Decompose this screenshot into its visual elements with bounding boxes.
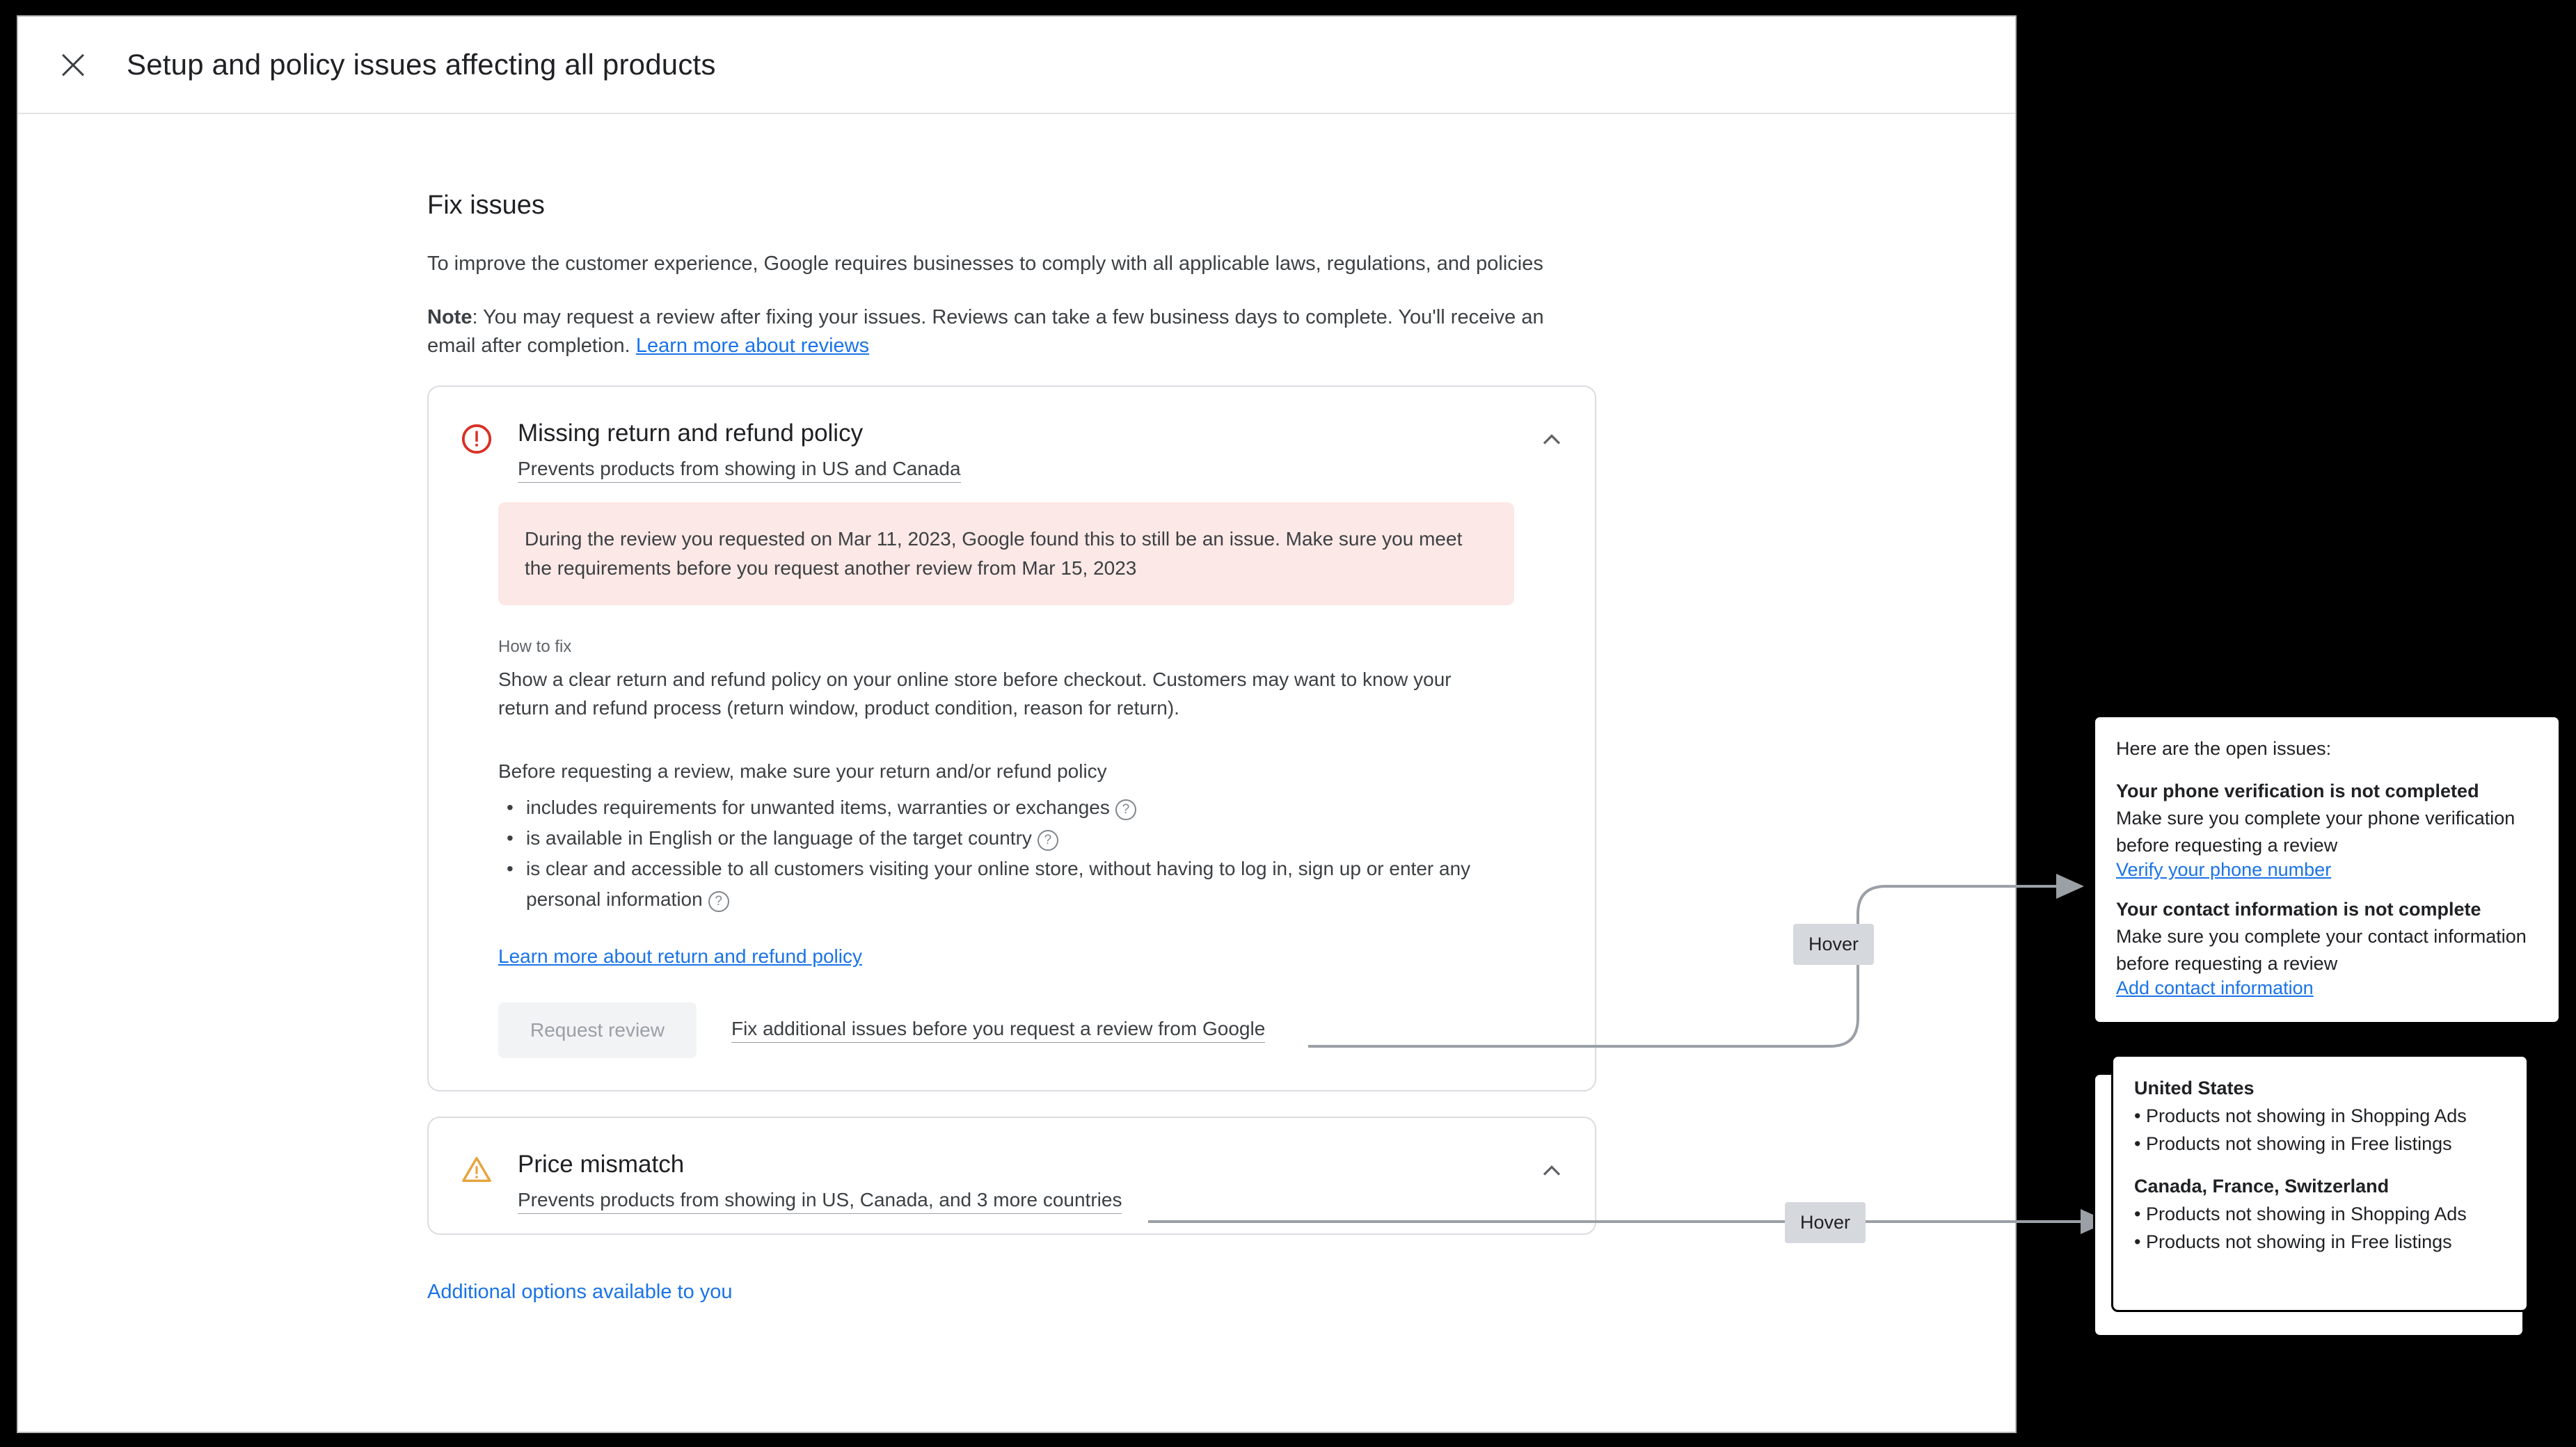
error-circle-icon [461, 423, 493, 455]
tooltip-bullet-text: Products not showing in Free listings [2145, 1133, 2452, 1154]
note-text [427, 303, 1596, 360]
how-to-fix-label: How to fix [498, 637, 572, 656]
help-icon[interactable]: ? [1115, 799, 1136, 820]
verify-phone-number-link[interactable]: Verify your phone number [2116, 859, 2332, 880]
note-body: : You may request a review after fixing your issues. Reviews can take a few business days to complete. You'll receive an email after completion. [427, 306, 1544, 357]
chevron-up-icon[interactable] [1536, 424, 1567, 455]
help-icon[interactable]: ? [1037, 830, 1058, 851]
add-contact-information-link[interactable]: Add contact information [2116, 977, 2314, 998]
note-label: Note [427, 306, 472, 328]
fix-additional-issues-note[interactable]: Fix additional issues before you request a review from Google [731, 1018, 1265, 1043]
tooltip-bullet-text: Products not showing in Shopping Ads [2145, 1204, 2467, 1224]
issue-subtitle[interactable]: Prevents products from showing in US, Canada, and 3 more countries [518, 1189, 1122, 1214]
issue-subtitle[interactable]: Prevents products from showing in US and Canada [518, 458, 961, 483]
card-header-text [518, 1150, 1536, 1214]
hover-chip-2: Hover [1785, 1202, 1866, 1243]
fix-issues-heading: Fix issues [427, 191, 545, 220]
requirement-text: is available in English or the language of the target country [526, 827, 1032, 849]
issues-dialog [17, 15, 2017, 1433]
card-actions [498, 1002, 1563, 1058]
tooltip-item-text: Make sure you complete your contact information before requesting a review [2116, 926, 2527, 974]
issue-card-price-mismatch [427, 1117, 1596, 1235]
intro-text: To improve the customer experience, Google requires businesses to comply with all applicable laws, regulations, and policies [427, 253, 1543, 275]
card-header[interactable] [429, 387, 1595, 502]
tooltip-group-title: Canada, France, Switzerland [2134, 1176, 2390, 1197]
tooltip-bullet: • Products not showing in Shopping Ads [2134, 1105, 2467, 1126]
card-header[interactable] [429, 1118, 1595, 1233]
request-review-button[interactable]: Request review [498, 1002, 697, 1058]
how-to-fix-text: Show a clear return and refund policy on your online store before checkout. Customers may want to know your return and refund process (return window, product condition, reason for return). [498, 669, 1452, 719]
tooltip-intro: Here are the open issues: [2116, 738, 2332, 759]
requirement-text: is clear and accessible to all customers visiting your online store, without having to log in, sign up or enter any personal information [526, 858, 1471, 910]
list-item [498, 823, 1528, 854]
learn-more-reviews-link[interactable]: Learn more about reviews [635, 335, 870, 357]
issue-title: Price mismatch [518, 1151, 685, 1178]
issue-card-missing-return-policy [427, 385, 1596, 1092]
tooltip-bullet-text: Products not showing in Shopping Ads [2145, 1105, 2467, 1126]
card-body [429, 502, 1595, 1090]
tooltip-item-title: Your phone verification is not completed [2116, 781, 2479, 801]
learn-more-return-policy-link[interactable]: Learn more about return and refund policy [498, 945, 862, 967]
content-column [427, 191, 1610, 1304]
warning-triangle-icon [461, 1154, 493, 1186]
page-title: Setup and policy issues affecting all products [127, 48, 716, 81]
list-item [498, 854, 1528, 915]
help-icon[interactable]: ? [708, 891, 729, 912]
issue-title: Missing return and refund policy [518, 419, 864, 447]
card-header-text [518, 419, 1536, 483]
additional-options-link[interactable]: Additional options available to you [427, 1281, 733, 1303]
tooltip-bullet: • Products not showing in Shopping Ads [2134, 1204, 2467, 1224]
list-item [498, 792, 1528, 823]
tooltip-bullet-text: Products not showing in Free listings [2145, 1231, 2452, 1252]
close-icon[interactable] [54, 46, 92, 83]
tooltip-bullet: • Products not showing in Free listings [2134, 1231, 2452, 1252]
requirement-text: includes requirements for unwanted items, warranties or exchanges [526, 797, 1110, 818]
requirement-list [498, 792, 1563, 915]
tooltip-open-issues [2093, 715, 2561, 1024]
chevron-up-icon[interactable] [1536, 1156, 1567, 1186]
tooltip-group-title: United States [2134, 1078, 2255, 1098]
dialog-header [18, 17, 2015, 114]
tooltip-item-title: Your contact information is not complete [2116, 899, 2481, 920]
review-alert-banner: During the review you requested on Mar 11, 2023, Google found this to still be an issue. Make sure you meet the requirements before you request another review from Mar 15, 2023 [498, 502, 1514, 605]
hover-chip-1: Hover [1793, 924, 1874, 965]
before-review-text: Before requesting a review, make sure your return and/or refund policy [498, 760, 1107, 782]
tooltip-item-text: Make sure you complete your phone verification before requesting a review [2116, 808, 2515, 856]
tooltip-bullet: • Products not showing in Free listings [2134, 1133, 2452, 1154]
tooltip-country-issues [2111, 1055, 2529, 1312]
